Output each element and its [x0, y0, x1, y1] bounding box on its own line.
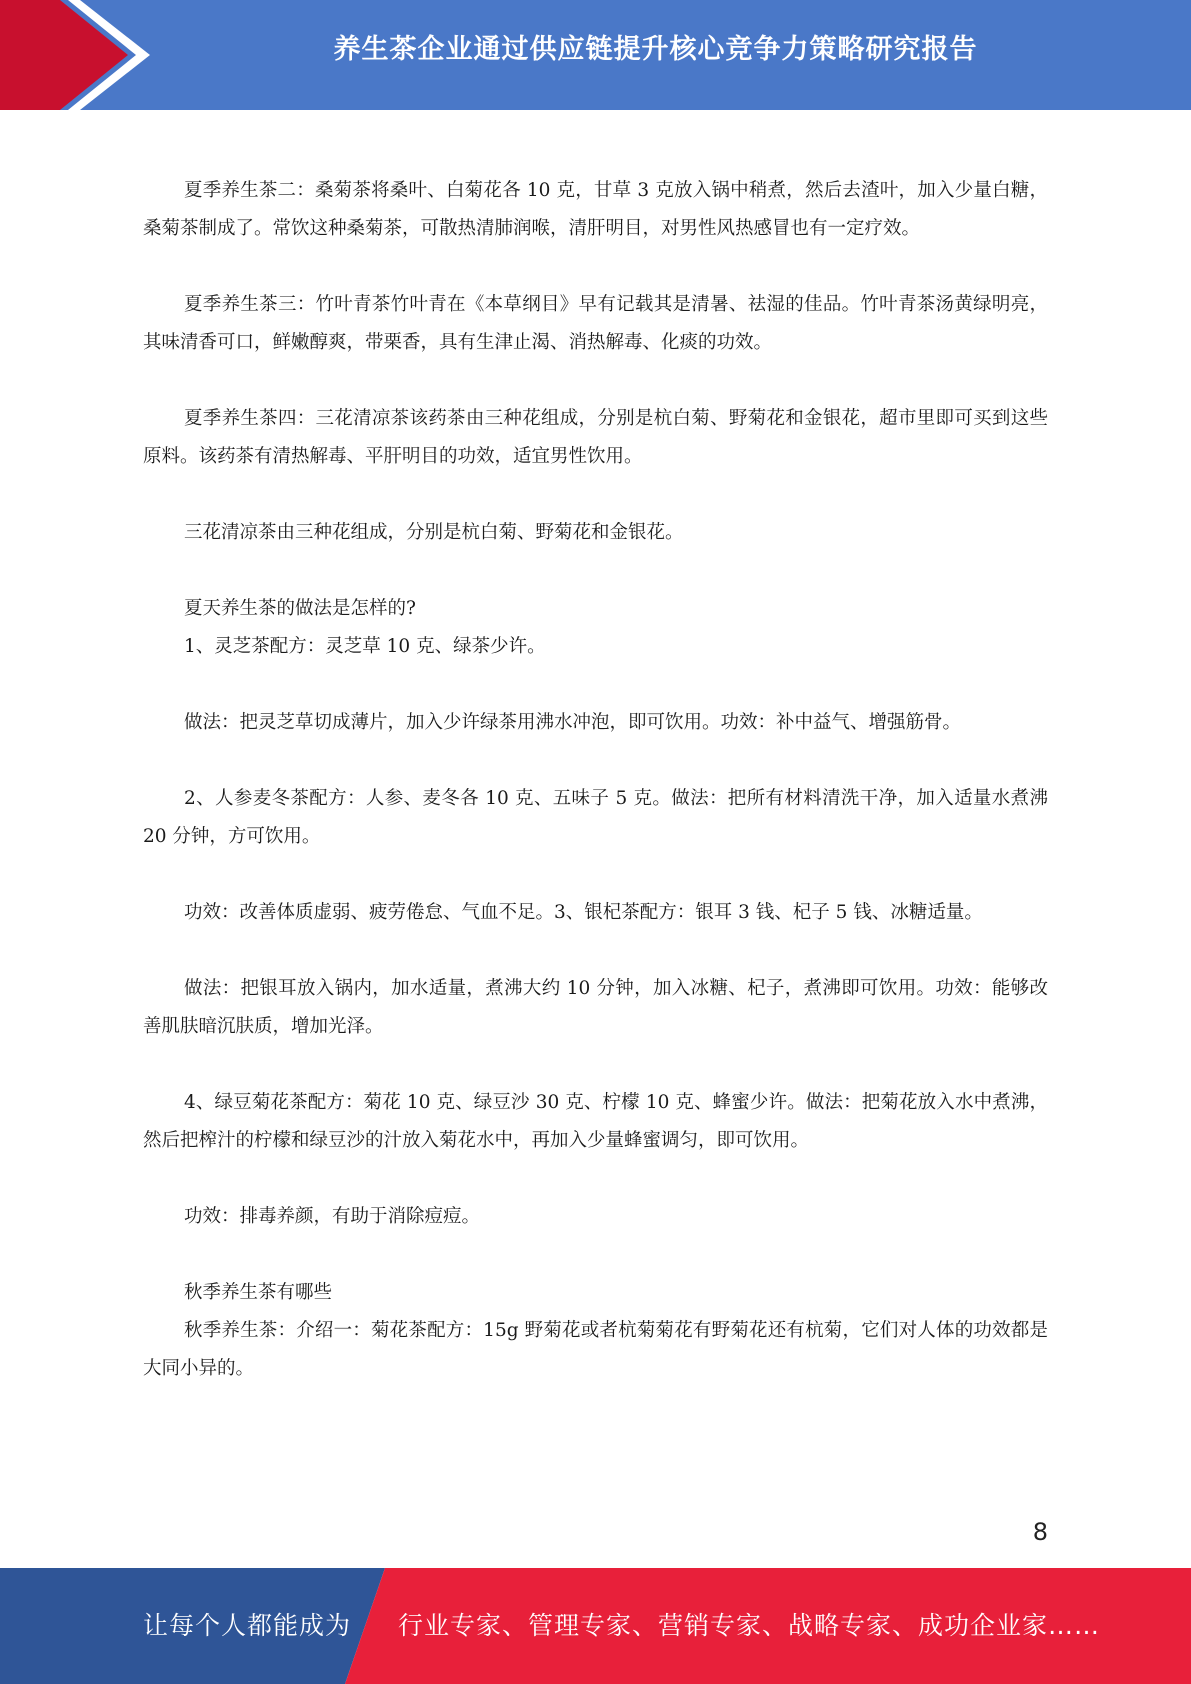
header-arrow-decoration: [0, 0, 160, 110]
body-paragraph: 秋季养生茶有哪些: [184, 1282, 333, 1303]
body-paragraph: 1、灵芝茶配方：灵芝草 10 克、绿茶少许。: [184, 636, 546, 657]
body-paragraph: 秋季养生茶：介绍一：菊花茶配方：15g 野菊花或者杭菊菊花有野菊花还有杭菊，它们对人体的功效都是大同小异的。: [143, 1320, 1048, 1379]
body-paragraph: 功效：排毒养颜，有助于消除痘痘。: [184, 1206, 481, 1227]
body-paragraph: 夏季养生茶二：桑菊茶将桑叶、白菊花各 10 克，甘草 3 克放入锅中稍煮，然后去渣叶，加入少量白糖，桑菊茶制成了。常饮这种桑菊茶，可散热清肺润喉，清肝明目，对男性风热感冒也有一定疗效。: [143, 180, 1048, 239]
body-paragraph: 4、绿豆菊花茶配方：菊花 10 克、绿豆沙 30 克、柠檬 10 克、蜂蜜少许。做法：把菊花放入水中煮沸，然后把榨汁的柠檬和绿豆沙的汁放入菊花水中，再加入少量蜂蜜调匀，即可饮用。: [143, 1092, 1048, 1151]
body-paragraph: 三花清凉茶由三种花组成，分别是杭白菊、野菊花和金银花。: [184, 522, 684, 543]
body-paragraph: 夏季养生茶四：三花清凉茶该药茶由三种花组成，分别是杭白菊、野菊花和金银花，超市里即可买到这些原料。该药茶有清热解毒、平肝明目的功效，适宜男性饮用。: [143, 408, 1048, 467]
body-paragraph: 做法：把灵芝草切成薄片，加入少许绿茶用沸水冲泡，即可饮用。功效：补中益气、增强筋骨。: [184, 712, 962, 733]
body-paragraph: 夏天养生茶的做法是怎样的?: [184, 598, 416, 619]
document-title: 养生茶企业通过供应链提升核心竞争力策略研究报告: [333, 34, 978, 65]
header-red-chevron: [0, 0, 128, 110]
body-paragraph: 夏季养生茶三：竹叶青茶竹叶青在《本草纲目》早有记载其是清暑、祛湿的佳品。竹叶青茶汤黄绿明亮，其味清香可口，鲜嫩醇爽，带栗香，具有生津止渴、消热解毒、化痰的功效。: [143, 294, 1048, 353]
body-paragraph: 2、人参麦冬茶配方：人参、麦冬各 10 克、五味子 5 克。做法：把所有材料清洗干净，加入适量水煮沸 20 分钟，方可饮用。: [143, 788, 1048, 847]
page-header: [0, 0, 1191, 110]
page-footer: [0, 1568, 1191, 1684]
body-paragraph: 功效：改善体质虚弱、疲劳倦怠、气血不足。3、银杞茶配方：银耳 3 钱、杞子 5 钱、冰糖适量。: [184, 902, 983, 923]
body-paragraph: 做法：把银耳放入锅内，加水适量，煮沸大约 10 分钟，加入冰糖、杞子，煮沸即可饮用。功效：能够改善肌肤暗沉肤质，增加光泽。: [143, 978, 1048, 1037]
footer-slogan-left: 让每个人都能成为: [143, 1611, 352, 1640]
document-body: [143, 172, 1048, 1388]
page-number: 8: [1032, 1518, 1048, 1546]
footer-slogan-right: 行业专家、管理专家、营销专家、战略专家、成功企业家……: [398, 1611, 1101, 1640]
